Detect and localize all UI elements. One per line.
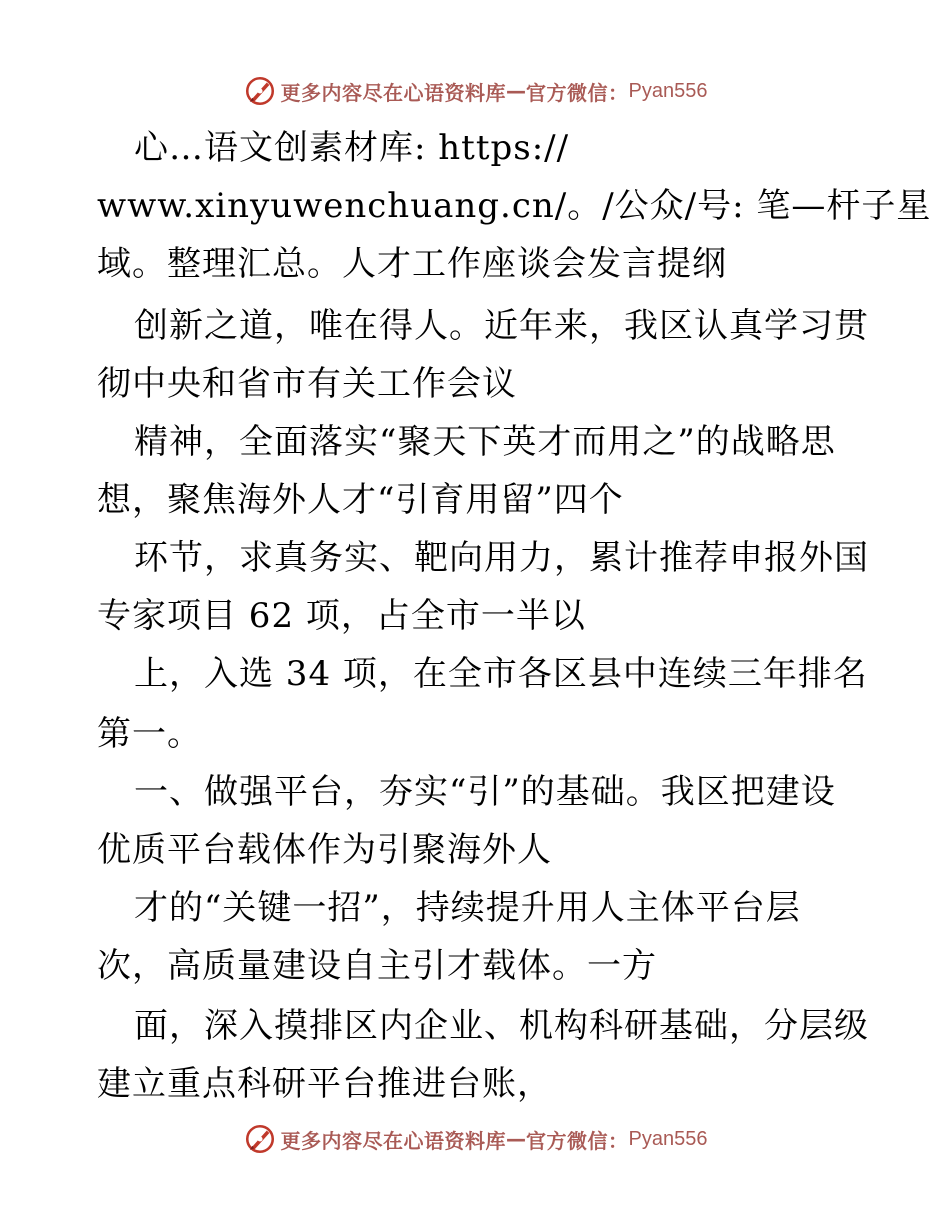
banner-separator: — <box>506 1127 527 1151</box>
banner-text: 更多内容尽在心语资料库 <box>280 80 507 105</box>
banner-contact-label: 官方微信： <box>526 1128 629 1153</box>
text-line: 专家项目 62 项，占全市一半以 <box>97 596 586 636</box>
text-line: 环节，求真务实、靶向用力，累计推荐申报外国 <box>134 538 869 578</box>
banner-wechat-id: Pyan556 <box>628 1127 708 1150</box>
quill-logo-icon <box>243 1122 277 1156</box>
text-line: 域。整理汇总。人才工作座谈会发言提纲 <box>97 244 727 284</box>
text-line: 上，入选 34 项，在全市各区县中连续三年排名 <box>134 654 868 694</box>
text-line: www.xinyuwenchuang.cn/。/公众/号: 笔—杆子星 <box>97 186 932 226</box>
text-line: 建立重点科研平台推进台账， <box>97 1064 552 1104</box>
text-line: 彻中央和省市有关工作会议 <box>97 364 517 404</box>
quill-logo-icon <box>243 74 277 108</box>
text-line: 精神，全面落实“聚天下英才而用之”的战略思 <box>134 422 836 462</box>
text-line: 创新之道，唯在得人。近年来，我区认真学习贯 <box>134 306 869 346</box>
banner-wechat-id: Pyan556 <box>628 79 708 102</box>
banner-contact-label: 官方微信： <box>526 80 629 105</box>
text-line: 才的“关键一招”，持续提升用人主体平台层 <box>134 888 801 928</box>
text-line: 一、做强平台，夯实“引”的基础。我区把建设 <box>134 772 836 812</box>
text-line: 心…语文创素材库: https:// <box>134 128 570 168</box>
text-line: 优质平台载体作为引聚海外人 <box>97 830 552 870</box>
text-line: 次，高质量建设自主引才载体。一方 <box>97 946 657 986</box>
text-line: 第一。 <box>97 714 202 754</box>
banner-text: 更多内容尽在心语资料库 <box>280 1128 507 1153</box>
header-banner <box>0 74 950 113</box>
banner-separator: — <box>506 79 527 103</box>
text-line: 面，深入摸排区内企业、机构科研基础，分层级 <box>134 1006 869 1046</box>
text-line: 想，聚焦海外人才“引育用留”四个 <box>97 480 624 520</box>
footer-banner <box>0 1122 950 1161</box>
